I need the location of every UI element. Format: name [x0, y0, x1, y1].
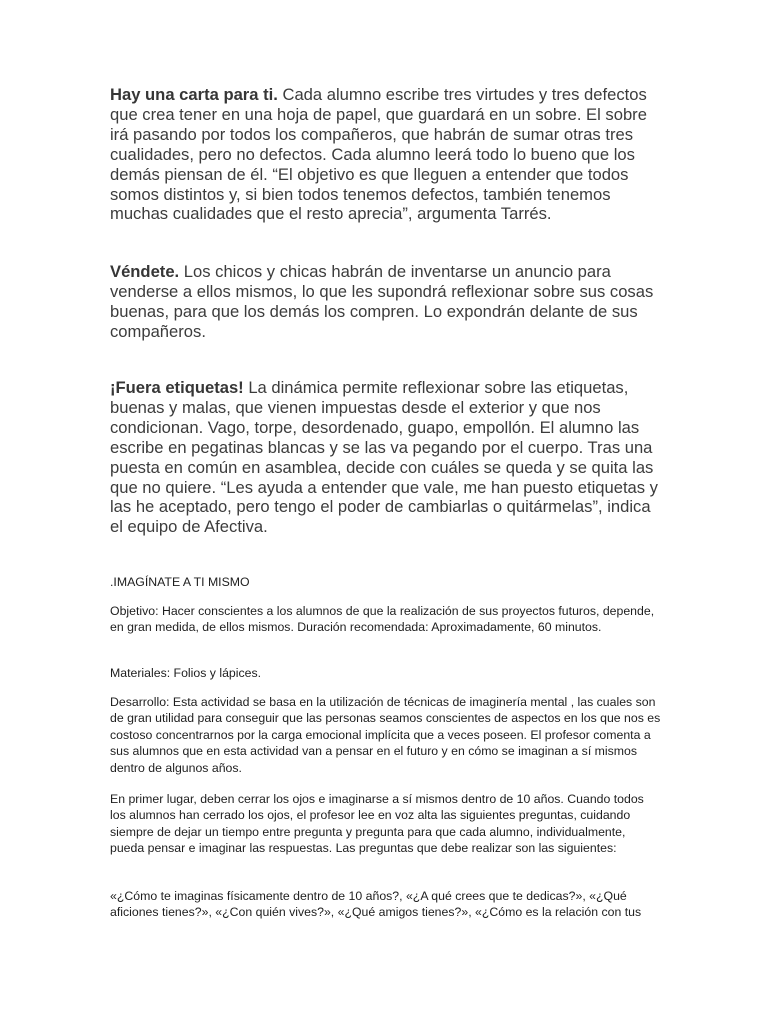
document-page	[110, 0, 662, 1024]
paragraph-carta	[110, 85, 662, 224]
paragraph-preguntas: «¿Cómo te imaginas físicamente dentro de 10 años?, «¿A qué crees que te dedicas?», «¿Qué aficiones tienes?», «¿Con quién vives?», «¿Qué amigos tienes?», «¿Cómo es la relación con tus	[110, 889, 642, 920]
body-vendete: Los chicos y chicas habrán de inventarse un anuncio para venderse a ellos mismos, lo que les supondrá reflexionar sobre sus cosas buenas, para que los demás los compren. Lo expondrán delante de sus compañeros.	[110, 262, 654, 341]
paragraph-vendete	[110, 262, 662, 342]
paragraph-materiales: Materiales: Folios y lápices.	[110, 666, 262, 680]
section-title-imaginate: .IMAGÍNATE A TI MISMO	[110, 575, 250, 589]
heading-vendete: Véndete.	[110, 262, 180, 281]
body-etiquetas: La dinámica permite reflexionar sobre las etiquetas, buenas y malas, que vienen impuestas desde el exterior y que nos condicionan. Vago, torpe, desordenado, guapo, empollón. El alumno las escribe en pegatinas blancas y se las va pegando por el cuerpo. Tras una puesta en común en asamblea, decide con cuáles se queda y se quita las que no quiere. “Les ayuda a entender que vale, me han puesto etiquetas y las he aceptado, pero tengo el poder de cambiarlas o quitármelas”, indica el equipo de Afectiva.	[110, 378, 658, 537]
body-carta: Cada alumno escribe tres virtudes y tres defectos que crea tener en una hoja de papel, que guardará en un sobre. El sobre irá pasando por todos los compañeros, que habrán de sumar otras tres cualidades, pero no defectos. Cada alumno leerá todo lo bueno que los demás piensan de él. “El objetivo es que lleguen a entender que todos somos distintos y, si bien todos tenemos defectos, también tenemos muchas cualidades que el resto aprecia”, argumenta Tarrés.	[110, 85, 647, 224]
heading-etiquetas: ¡Fuera etiquetas!	[110, 378, 244, 397]
paragraph-primer-lugar: En primer lugar, deben cerrar los ojos e imaginarse a sí mismos dentro de 10 años. Cuando todos los alumnos han cerrado los ojos, el profesor lee en voz alta las siguientes preguntas, cuidando siempre de dejar un tiempo entre pregunta y pregunta para que cada alumno, individualmente, pueda pensar e imaginar las respuestas. Las preguntas que debe realizar son las siguientes:	[110, 792, 644, 856]
paragraph-desarrollo: Desarrollo: Esta actividad se basa en la utilización de técnicas de imaginería mental , las cuales son de gran utilidad para conseguir que las personas seamos conscientes de aspectos en los que nos es costoso concentrarnos por la carga emocional implícita que a veces poseen. El profesor comenta a sus alumnos que en esta actividad van a pensar en el futuro y en cómo se imaginan a sí mismos dentro de algunos años.	[110, 695, 661, 775]
paragraph-etiquetas	[110, 378, 662, 537]
heading-carta: Hay una carta para ti.	[110, 85, 278, 104]
paragraph-objetivo: Objetivo: Hacer conscientes a los alumnos de que la realización de sus proyectos futuros, depende, en gran medida, de ellos mismos. Duración recomendada: Aproximadamente, 60 minutos.	[110, 604, 655, 635]
